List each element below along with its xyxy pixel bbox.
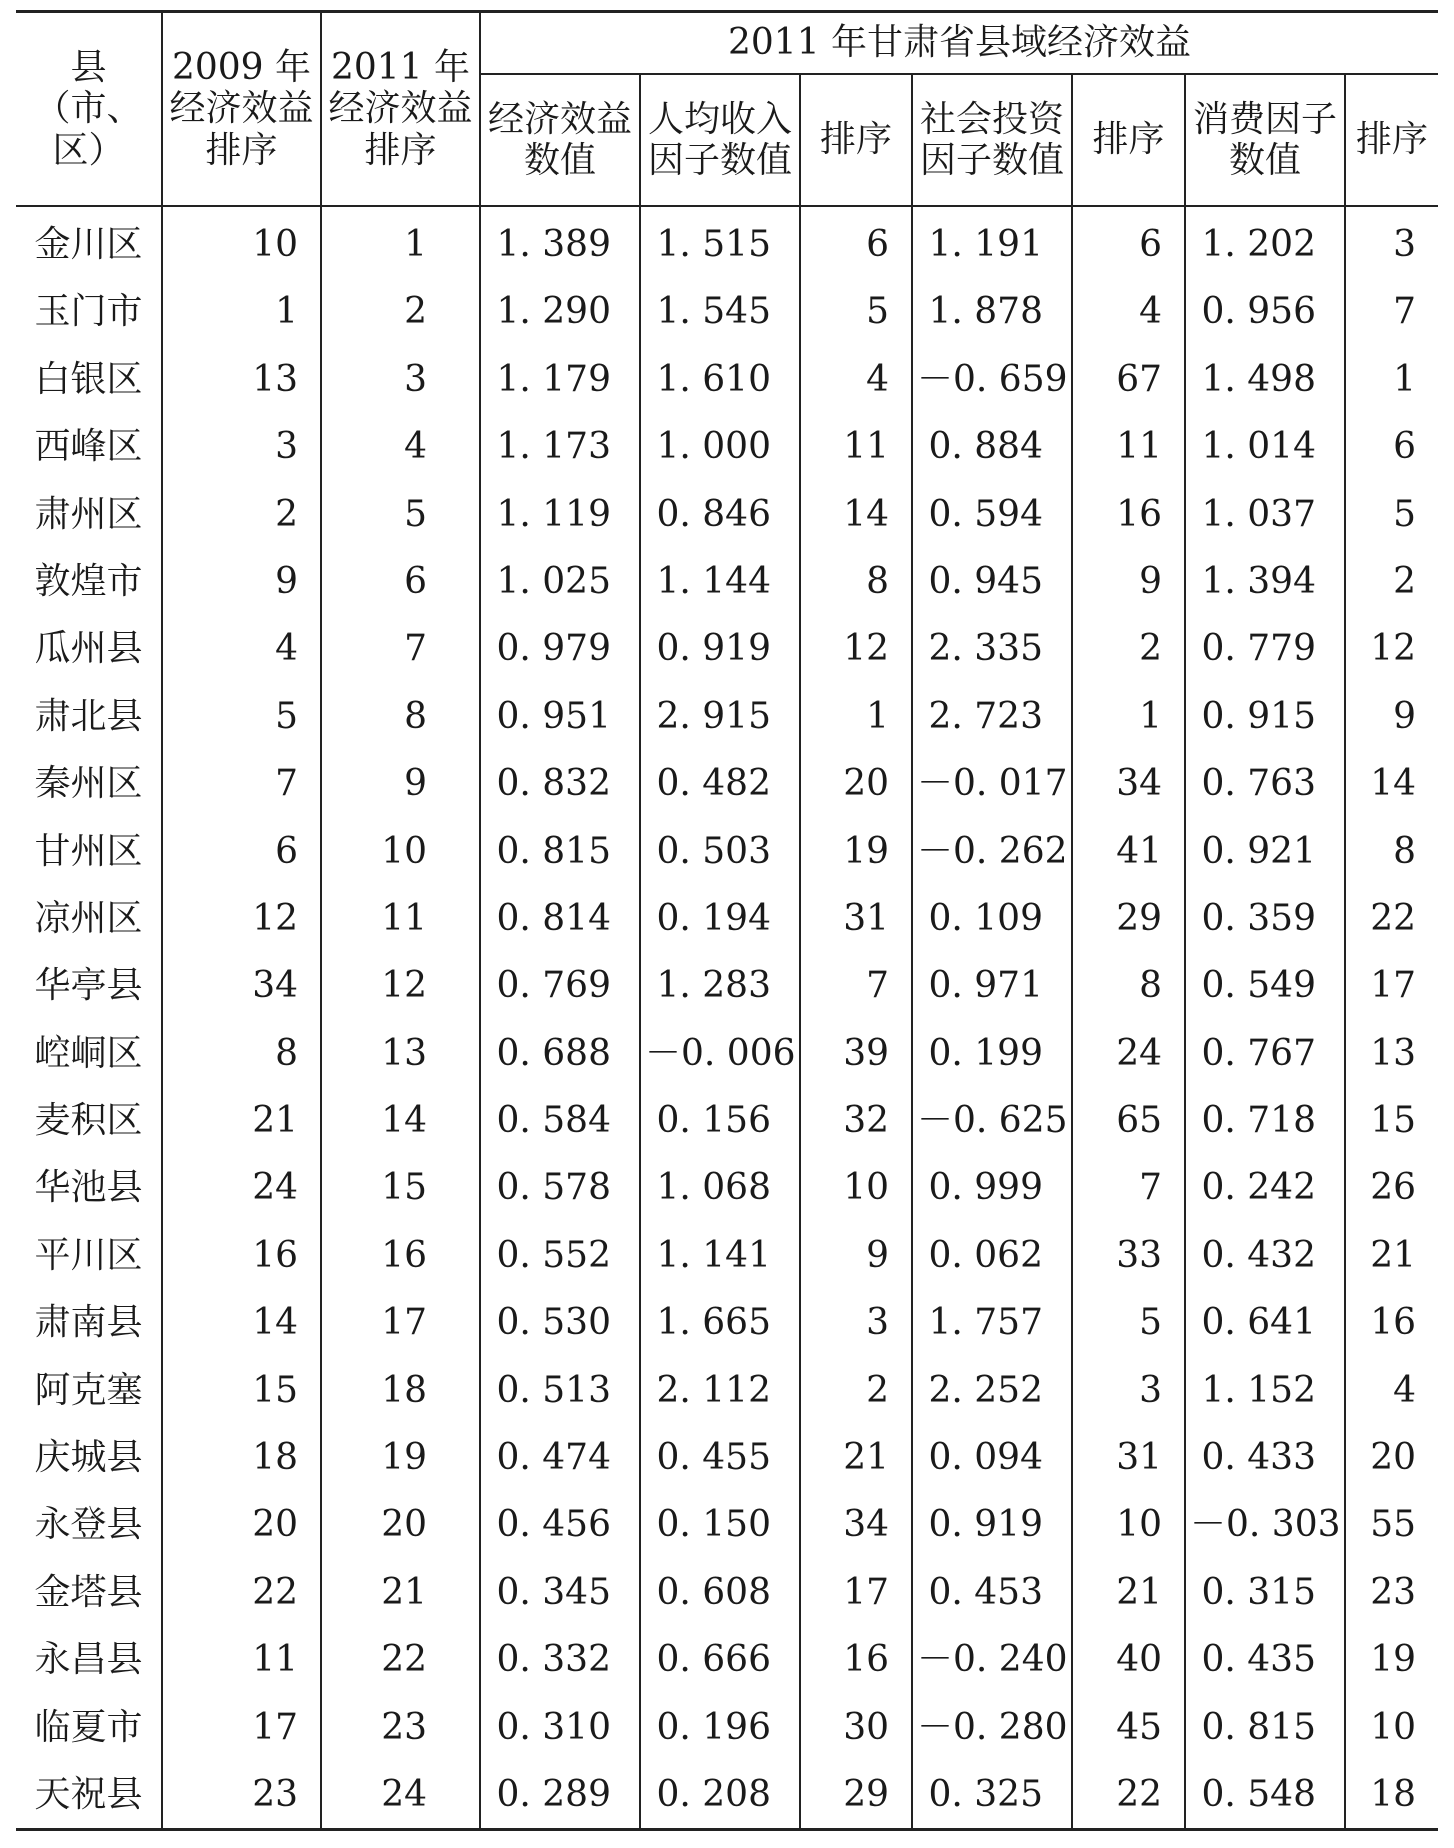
rank-2009-cell: 12 [162,885,321,952]
rank-2009-cell: 24 [162,1154,321,1221]
econ-value-cell: 1. 389 [480,206,640,278]
income-rank-cell: 31 [800,885,912,952]
consumption-factor-cell: 0. 763 [1185,750,1345,817]
county-name-cell: 天祝县 [16,1761,162,1830]
header-income-factor: 人均收入因子数值 [640,74,800,206]
income-rank-cell: 3 [800,1289,912,1356]
rank-2009-cell: 4 [162,615,321,682]
income-rank-cell: 34 [800,1491,912,1558]
rank-2009-cell: 15 [162,1357,321,1424]
income-rank-cell: 29 [800,1761,912,1830]
consumption-factor-cell: 0. 242 [1185,1154,1345,1221]
investment-rank-cell: 29 [1072,885,1185,952]
income-rank-cell: 16 [800,1626,912,1693]
rank-2011-cell: 24 [321,1761,480,1830]
rank-2011-cell: 1 [321,206,480,278]
investment-rank-cell: 3 [1072,1357,1185,1424]
econ-value-cell: 0. 474 [480,1424,640,1491]
investment-rank-cell: 9 [1072,548,1185,615]
county-name-cell: 阿克塞 [34,1369,143,1411]
consumption-factor-cell: 0. 433 [1185,1424,1345,1491]
table-header [16,12,1438,207]
table-body [16,206,1438,1830]
table-row [16,481,1438,548]
rank-2011-cell: 6 [321,548,480,615]
header-consumption-rank: 排序 [1345,74,1438,206]
rank-2009-cell: 14 [162,1289,321,1356]
econ-value-cell: 1. 179 [480,346,640,413]
income-rank-cell: 12 [800,615,912,682]
rank-2009-cell: 7 [162,750,321,817]
county-name-cell: 华池县 [34,1167,143,1209]
income-factor-cell: 1. 141 [640,1222,800,1289]
consumption-factor-cell: 0. 315 [1185,1559,1345,1626]
consumption-rank-cell: 1 [1345,346,1438,413]
income-factor-cell: 0. 482 [640,750,800,817]
consumption-rank-cell: 19 [1345,1626,1438,1693]
county-name-cell: 永昌县 [34,1639,143,1681]
consumption-factor-cell: 0. 548 [1185,1761,1345,1830]
investment-rank-cell: 34 [1072,750,1185,817]
table-row [16,346,1438,413]
rank-2009-cell: 20 [162,1491,321,1558]
investment-rank-cell: 6 [1072,206,1185,278]
income-factor-cell: 0. 503 [640,818,800,885]
investment-rank-cell: 16 [1072,481,1185,548]
table-row [16,1694,1438,1761]
income-factor-cell: 0. 455 [640,1424,800,1491]
income-factor-cell: 2. 112 [640,1357,800,1424]
consumption-rank-cell: 15 [1345,1087,1438,1154]
investment-factor-cell: 0. 062 [912,1222,1072,1289]
income-factor-cell: 0. 919 [640,615,800,682]
econ-value-cell: 0. 345 [480,1559,640,1626]
investment-factor-cell: 0. 999 [912,1154,1072,1221]
rank-2009-cell: 6 [162,818,321,885]
rank-2011-cell: 7 [321,615,480,682]
county-name-cell: 庆城县 [34,1437,143,1479]
rank-2011-cell: 8 [321,683,480,750]
investment-factor-cell: 1. 878 [912,278,1072,345]
investment-factor-cell: 0. 884 [912,413,1072,480]
rank-2009-cell: 11 [162,1626,321,1693]
table-row [16,548,1438,615]
header-rank-2011: 2011 年经济效益排序 [321,12,480,207]
investment-rank-cell: 67 [1072,346,1185,413]
rank-2009-cell: 17 [162,1694,321,1761]
econ-value-cell: 0. 578 [480,1154,640,1221]
investment-factor-cell: 2. 723 [912,683,1072,750]
consumption-rank-cell: 20 [1345,1424,1438,1491]
county-name-cell: 敦煌市 [34,560,143,602]
income-factor-cell: 1. 545 [640,278,800,345]
investment-factor-cell: －0. 280 [912,1694,1072,1761]
consumption-rank-cell: 22 [1345,885,1438,952]
income-rank-cell: 20 [800,750,912,817]
econ-value-cell: 0. 814 [480,885,640,952]
consumption-factor-cell: 0. 435 [1185,1626,1345,1693]
consumption-rank-cell: 4 [1345,1357,1438,1424]
investment-factor-cell: 0. 199 [912,1020,1072,1087]
consumption-rank-cell: 13 [1345,1020,1438,1087]
header-rank-2009: 2009 年经济效益排序 [162,12,321,207]
econ-value-cell: 0. 530 [480,1289,640,1356]
investment-factor-cell: 2. 252 [912,1357,1072,1424]
county-name-cell: 肃州区 [34,493,143,535]
header-county: 县（市、区） [16,12,162,207]
rank-2011-cell: 12 [321,952,480,1019]
income-factor-cell: 1. 144 [640,548,800,615]
econ-value-cell: 0. 832 [480,750,640,817]
consumption-factor-cell: 1. 498 [1185,346,1345,413]
rank-2011-cell: 22 [321,1626,480,1693]
consumption-rank-cell: 12 [1345,615,1438,682]
header-consumption-factor: 消费因子数值 [1185,74,1345,206]
rank-2009-cell: 1 [162,278,321,345]
econ-value-cell: 0. 456 [480,1491,640,1558]
income-factor-cell: 0. 196 [640,1694,800,1761]
investment-factor-cell: 1. 757 [912,1289,1072,1356]
econ-value-cell: 0. 513 [480,1357,640,1424]
table-row [16,1424,1438,1491]
consumption-factor-cell: 0. 718 [1185,1087,1345,1154]
econ-value-cell: 1. 025 [480,548,640,615]
income-rank-cell: 6 [800,206,912,278]
rank-2011-cell: 3 [321,346,480,413]
county-name-cell: 麦积区 [34,1100,143,1142]
investment-factor-cell: －0. 017 [912,750,1072,817]
income-factor-cell: 0. 608 [640,1559,800,1626]
rank-2009-cell: 16 [162,1222,321,1289]
income-rank-cell: 17 [800,1559,912,1626]
consumption-rank-cell: 6 [1345,413,1438,480]
income-rank-cell: 1 [800,683,912,750]
consumption-factor-cell: 1. 014 [1185,413,1345,480]
table-row [16,683,1438,750]
income-factor-cell: 0. 156 [640,1087,800,1154]
income-factor-cell: 1. 068 [640,1154,800,1221]
econ-value-cell: 1. 290 [480,278,640,345]
income-rank-cell: 30 [800,1694,912,1761]
consumption-factor-cell: 1. 037 [1185,481,1345,548]
income-factor-cell: 1. 610 [640,346,800,413]
investment-factor-cell: －0. 659 [912,346,1072,413]
investment-factor-cell: 0. 945 [912,548,1072,615]
consumption-factor-cell: 0. 956 [1185,278,1345,345]
income-factor-cell: 0. 150 [640,1491,800,1558]
rank-2011-cell: 18 [321,1357,480,1424]
rank-2011-cell: 19 [321,1424,480,1491]
county-name-cell: 金塔县 [34,1571,143,1613]
income-rank-cell: 4 [800,346,912,413]
county-name-cell: 西峰区 [34,426,143,468]
income-factor-cell: －0. 006 [640,1020,800,1087]
consumption-factor-cell: 0. 549 [1185,952,1345,1019]
rank-2011-cell: 15 [321,1154,480,1221]
consumption-rank-cell: 55 [1345,1491,1438,1558]
consumption-rank-cell: 16 [1345,1289,1438,1356]
consumption-factor-cell: 0. 779 [1185,615,1345,682]
consumption-rank-cell: 17 [1345,952,1438,1019]
county-name-cell: 金川区 [34,224,143,265]
county-name-cell: 肃南县 [34,1302,143,1344]
income-rank-cell: 11 [800,413,912,480]
consumption-rank-cell: 7 [1345,278,1438,345]
rank-2009-cell: 21 [162,1087,321,1154]
income-factor-cell: 1. 283 [640,952,800,1019]
investment-factor-cell: －0. 625 [912,1087,1072,1154]
table-row [16,952,1438,1019]
investment-factor-cell: 0. 325 [912,1761,1072,1830]
income-factor-cell: 1. 665 [640,1289,800,1356]
rank-2009-cell: 9 [162,548,321,615]
investment-factor-cell: 0. 594 [912,481,1072,548]
rank-2009-cell: 10 [162,206,321,278]
consumption-rank-cell: 9 [1345,683,1438,750]
investment-factor-cell: 2. 335 [912,615,1072,682]
consumption-rank-cell: 8 [1345,818,1438,885]
table-row [16,615,1438,682]
county-name-cell: 崆峒区 [34,1032,143,1074]
rank-2009-cell: 8 [162,1020,321,1087]
rank-2009-cell: 3 [162,413,321,480]
table-row [16,1154,1438,1221]
table-row [16,278,1438,345]
county-name-cell: 玉门市 [34,291,143,333]
investment-factor-cell: 0. 094 [912,1424,1072,1491]
income-factor-cell: 2. 915 [640,683,800,750]
consumption-factor-cell: 0. 815 [1185,1694,1345,1761]
income-factor-cell: 0. 208 [640,1761,800,1830]
table-row [16,1289,1438,1356]
consumption-factor-cell: 0. 767 [1185,1020,1345,1087]
investment-factor-cell: 0. 919 [912,1491,1072,1558]
rank-2011-cell: 14 [321,1087,480,1154]
investment-rank-cell: 10 [1072,1491,1185,1558]
header-group-2011: 2011 年甘肃省县域经济效益 [480,12,1438,75]
econ-value-cell: 1. 173 [480,413,640,480]
income-rank-cell: 5 [800,278,912,345]
county-name-cell: 临夏市 [34,1706,143,1748]
investment-rank-cell: 5 [1072,1289,1185,1356]
investment-rank-cell: 2 [1072,615,1185,682]
econ-value-cell: 0. 332 [480,1626,640,1693]
income-factor-cell: 0. 846 [640,481,800,548]
consumption-factor-cell: 0. 641 [1185,1289,1345,1356]
investment-factor-cell: －0. 262 [912,818,1072,885]
income-factor-cell: 0. 194 [640,885,800,952]
table-row [16,413,1438,480]
consumption-factor-cell: 1. 202 [1185,206,1345,278]
rank-2011-cell: 13 [321,1020,480,1087]
investment-rank-cell: 41 [1072,818,1185,885]
consumption-rank-cell: 21 [1345,1222,1438,1289]
econ-value-cell: 0. 289 [480,1761,640,1830]
investment-factor-cell: 1. 191 [912,206,1072,278]
econ-value-cell: 0. 552 [480,1222,640,1289]
consumption-factor-cell: －0. 303 [1185,1491,1345,1558]
rank-2009-cell: 23 [162,1761,321,1830]
header-income-rank: 排序 [800,74,912,206]
income-rank-cell: 10 [800,1154,912,1221]
header-investment-factor: 社会投资因子数值 [912,74,1072,206]
income-rank-cell: 39 [800,1020,912,1087]
investment-rank-cell: 1 [1072,683,1185,750]
econ-value-cell: 0. 688 [480,1020,640,1087]
investment-rank-cell: 4 [1072,278,1185,345]
rank-2011-cell: 5 [321,481,480,548]
econ-value-cell: 1. 119 [480,481,640,548]
income-rank-cell: 21 [800,1424,912,1491]
consumption-rank-cell: 2 [1345,548,1438,615]
consumption-factor-cell: 1. 394 [1185,548,1345,615]
investment-rank-cell: 45 [1072,1694,1185,1761]
income-rank-cell: 8 [800,548,912,615]
rank-2009-cell: 34 [162,952,321,1019]
rank-2011-cell: 11 [321,885,480,952]
table-row [16,1559,1438,1626]
table-row [16,1761,1438,1830]
investment-rank-cell: 31 [1072,1424,1185,1491]
table-row [16,885,1438,952]
consumption-rank-cell: 23 [1345,1559,1438,1626]
rank-2009-cell: 5 [162,683,321,750]
investment-rank-cell: 22 [1072,1761,1185,1830]
consumption-factor-cell: 0. 359 [1185,885,1345,952]
county-name-cell: 凉州区 [34,897,143,939]
investment-rank-cell: 7 [1072,1154,1185,1221]
investment-factor-cell: 0. 453 [912,1559,1072,1626]
investment-factor-cell: 0. 971 [912,952,1072,1019]
consumption-rank-cell: 14 [1345,750,1438,817]
county-name-cell: 平川区 [34,1234,143,1276]
investment-rank-cell: 11 [1072,413,1185,480]
rank-2011-cell: 4 [321,413,480,480]
table-row [16,1491,1438,1558]
income-rank-cell: 32 [800,1087,912,1154]
rank-2011-cell: 9 [321,750,480,817]
rank-2011-cell: 10 [321,818,480,885]
econ-value-cell: 0. 310 [480,1694,640,1761]
investment-rank-cell: 40 [1072,1626,1185,1693]
income-rank-cell: 7 [800,952,912,1019]
county-name-cell: 白银区 [34,358,143,400]
consumption-factor-cell: 1. 152 [1185,1357,1345,1424]
county-economic-benefit-table [16,10,1438,1831]
consumption-rank-cell: 26 [1345,1154,1438,1221]
rank-2011-cell: 20 [321,1491,480,1558]
consumption-rank-cell: 10 [1345,1694,1438,1761]
income-rank-cell: 9 [800,1222,912,1289]
table-row [16,750,1438,817]
rank-2011-cell: 16 [321,1222,480,1289]
consumption-rank-cell: 3 [1345,206,1438,278]
header-econ-value: 经济效益数值 [480,74,640,206]
rank-2009-cell: 2 [162,481,321,548]
county-name-cell: 秦州区 [34,763,143,805]
investment-rank-cell: 65 [1072,1087,1185,1154]
econ-value-cell: 0. 951 [480,683,640,750]
econ-value-cell: 0. 584 [480,1087,640,1154]
income-rank-cell: 14 [800,481,912,548]
consumption-factor-cell: 0. 921 [1185,818,1345,885]
rank-2009-cell: 13 [162,346,321,413]
investment-factor-cell: 0. 109 [912,885,1072,952]
table-row [16,1087,1438,1154]
table-row [16,1626,1438,1693]
county-name-cell: 肃北县 [34,695,143,737]
income-rank-cell: 19 [800,818,912,885]
county-name-cell: 甘州区 [34,830,143,872]
investment-factor-cell: －0. 240 [912,1626,1072,1693]
county-name-cell: 永登县 [34,1504,143,1546]
investment-rank-cell: 21 [1072,1559,1185,1626]
table-row [16,818,1438,885]
rank-2011-cell: 2 [321,278,480,345]
rank-2011-cell: 23 [321,1694,480,1761]
consumption-rank-cell: 5 [1345,481,1438,548]
income-factor-cell: 0. 666 [640,1626,800,1693]
investment-rank-cell: 33 [1072,1222,1185,1289]
county-name-cell: 瓜州县 [34,628,143,670]
income-rank-cell: 2 [800,1357,912,1424]
header-investment-rank: 排序 [1072,74,1185,206]
table-row [16,1020,1438,1087]
consumption-factor-cell: 0. 915 [1185,683,1345,750]
consumption-rank-cell: 18 [1345,1761,1438,1830]
investment-rank-cell: 24 [1072,1020,1185,1087]
rank-2011-cell: 17 [321,1289,480,1356]
investment-rank-cell: 8 [1072,952,1185,1019]
table-row [16,1357,1438,1424]
income-factor-cell: 1. 000 [640,413,800,480]
table-row [16,206,1438,278]
income-factor-cell: 1. 515 [640,206,800,278]
econ-value-cell: 0. 815 [480,818,640,885]
rank-2009-cell: 18 [162,1424,321,1491]
table-row [16,1222,1438,1289]
econ-value-cell: 0. 769 [480,952,640,1019]
county-name-cell: 华亭县 [34,965,143,1007]
rank-2009-cell: 22 [162,1559,321,1626]
rank-2011-cell: 21 [321,1559,480,1626]
consumption-factor-cell: 0. 432 [1185,1222,1345,1289]
econ-value-cell: 0. 979 [480,615,640,682]
